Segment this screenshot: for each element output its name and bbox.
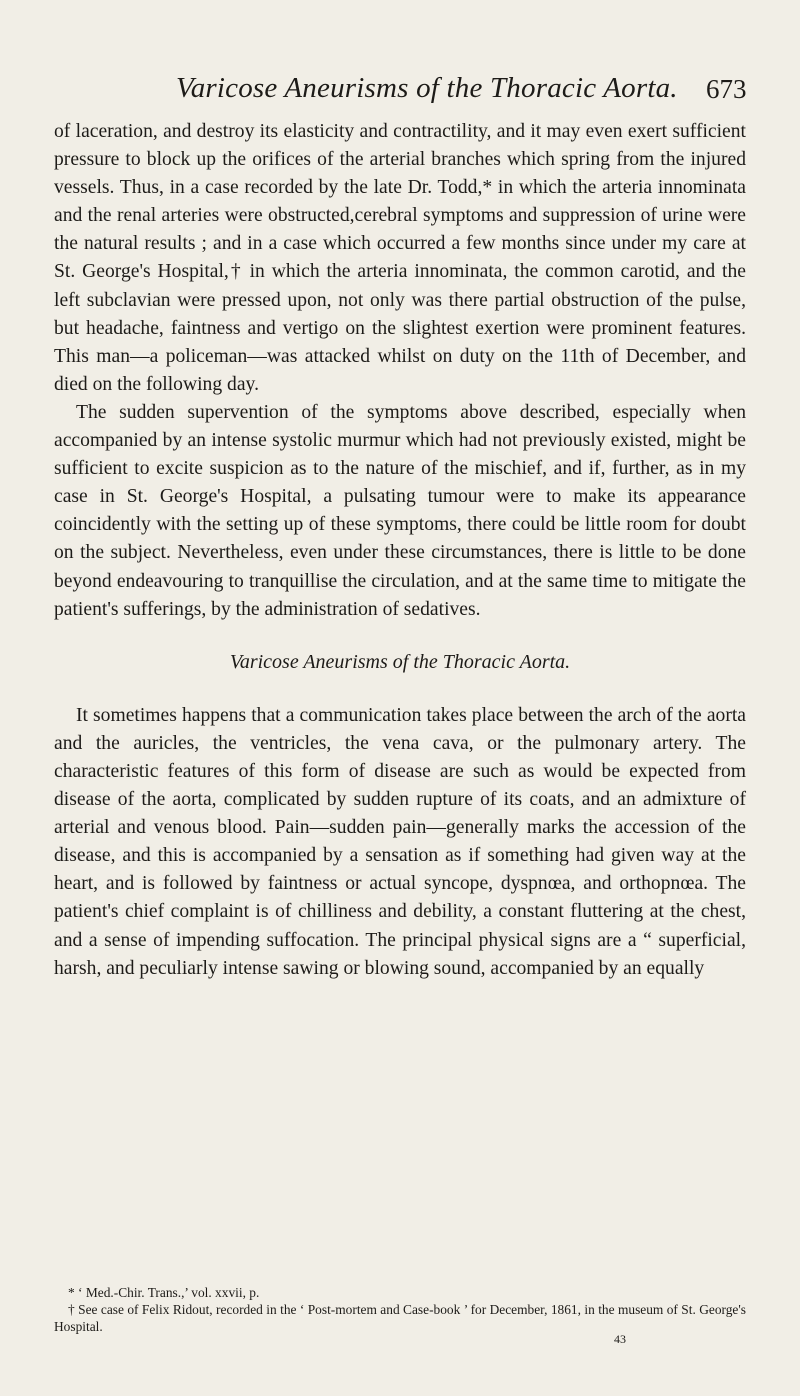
running-head [0, 72, 800, 112]
paragraph-3: It sometimes happens that a communication takes place between the arch of the aorta and the auricles, the ventricles, the vena cava, or the pulmonary artery. The characteristic features of this form of disease are such as would be expected from disease of the aorta, complicated by sudden rupture of its coats, and an admixture of arterial and venous blood. Pain—sudden pain—generally marks the accession of the disease, and this is accompanied by a sensation as if something had given way at the heart, and is followed by faintness or actual syncope, dyspnœa, and orthopnœa. The patient's chief complaint is of chilliness and debility, a constant fluttering at the chest, and a sense of impending suffocation. The principal physical signs are a “ superficial, harsh, and peculiarly intense sawing or blowing sound, accompanied by an equally [54, 704, 746, 979]
signature-mark: 43 [614, 1332, 626, 1346]
paragraph-2: The sudden supervention of the symptoms above described, especially when accompanied by an intense systolic murmur which had not previously existed, might be sufficient to excite suspicion as to the nature of the mischief, and if, further, as in my case in St. George's Hospital, a pulsating tumour were to make its appearance coincidently with the setting up of these symptoms, there could be little room for doubt on the subject. Nevertheless, even under these circumstances, there is little to be done beyond endeavouring to tranquillise the circulation, and at the same time to mitigate the patient's sufferings, by the administration of sedatives. [54, 401, 746, 620]
footnotes [54, 1284, 746, 1335]
body-text [54, 118, 746, 983]
section-heading: Varicose Aneurisms of the Thoracic Aorta. [229, 650, 571, 673]
page-number: 673 [706, 74, 747, 104]
running-title: Varicose Aneurisms of the Thoracic Aorta. [176, 72, 678, 104]
paragraph-1: of laceration, and destroy its elasticity and contractility, and it may even exert sufficient pressure to block up the orifices of the arterial branches which spring from the injured vessels. Thus, in a case recorded by the late Dr. Todd,* in which the arteria innominata and the renal arteries were obstructed,cerebral symptoms and suppression of urine were the natural results ; and in a case which occurred a few months since under my care at St. George's Hospital,† in which the arteria innominata, the common carotid, and the left subclavian were pressed upon, not only was there partial obstruction of the pulse, but headache, faintness and vertigo on the slightest exertion were prominent features. This man—a policeman—was attacked whilst on duty on the 11th of December, and died on the following day. [54, 121, 746, 395]
footnote-2: † See case of Felix Ridout, recorded in the ‘ Post-mortem and Case-book ’ for December, 1861, in the museum of St. George's Hospital. [54, 1302, 746, 1334]
footnote-1: * ‘ Med.-Chir. Trans.,’ vol. xxvii, p. [68, 1285, 260, 1300]
